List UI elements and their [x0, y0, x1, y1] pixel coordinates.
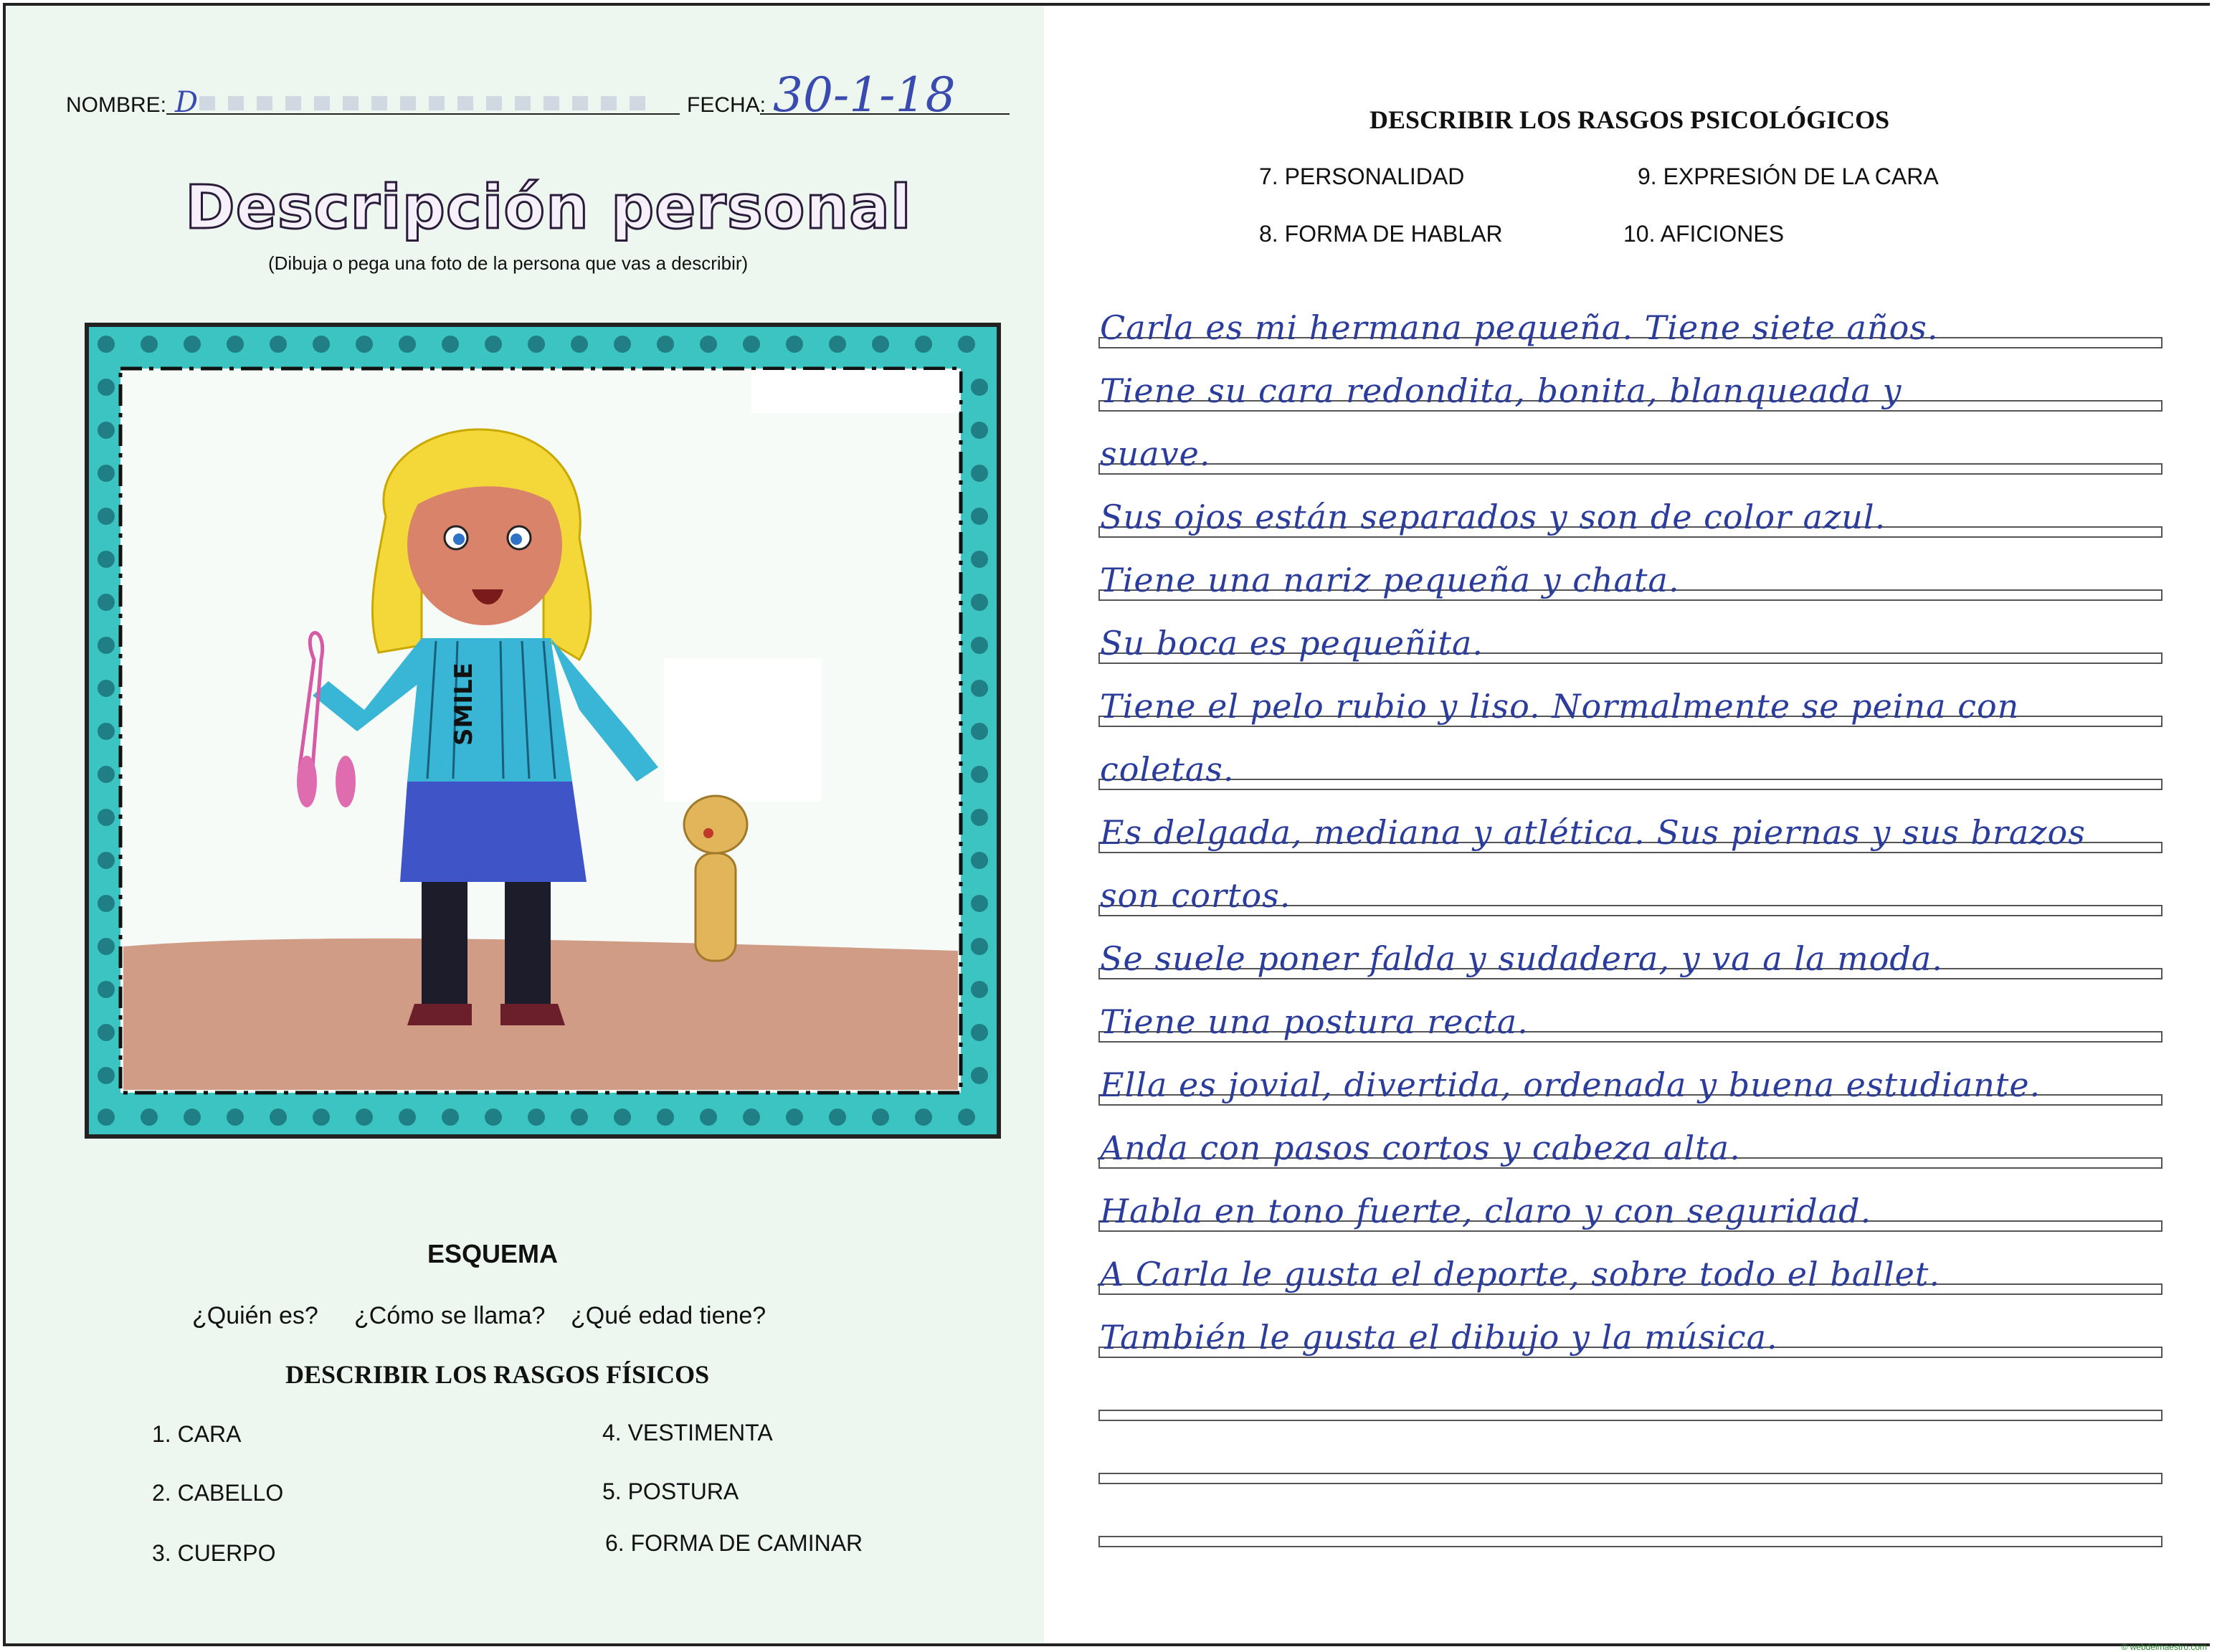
handwritten-line-17: También le gusta el dibujo y la música.: [1100, 1318, 1778, 1357]
handwritten-line-9: Es delgada, mediana y atlética. Sus piernas y sus brazos: [1100, 813, 2086, 852]
redacted-name: [199, 96, 658, 110]
handwritten-line-4: Sus ojos están separados y son de color azul.: [1100, 498, 1886, 536]
handwritten-line-5: Tiene una nariz pequeña y chata.: [1100, 561, 1680, 599]
writing-line: [1098, 1536, 2163, 1547]
handwritten-line-3: suave.: [1100, 435, 1211, 473]
page-subtitle: (Dibuja o pega una foto de la persona que vas a describir): [268, 252, 749, 274]
question-2: ¿Cómo se llama?: [354, 1302, 546, 1329]
handwritten-line-10: son cortos.: [1100, 876, 1291, 915]
psych-item-7: 7. PERSONALIDAD: [1259, 163, 1465, 189]
fecha-label: FECHA:: [687, 93, 766, 117]
physical-item-4: 4. VESTIMENTA: [602, 1420, 773, 1446]
writing-line: [1098, 1473, 2163, 1484]
physical-item-6: 6. FORMA DE CAMINAR: [605, 1530, 863, 1556]
writing-line: [1098, 463, 2163, 475]
question-3: ¿Qué edad tiene?: [571, 1302, 766, 1329]
left-page: [6, 6, 1044, 1643]
question-1: ¿Quién es?: [192, 1302, 318, 1329]
handwritten-line-11: Se suele poner falda y sudadera, y va a la moda.: [1100, 939, 1943, 978]
handwritten-line-8: coletas.: [1100, 750, 1235, 789]
nombre-value: D: [175, 86, 199, 119]
psych-traits-title: DESCRIBIR LOS RASGOS PSICOLÓGICOS: [1369, 105, 1890, 134]
handwritten-line-2: Tiene su cara redondita, bonita, blanqueada y: [1100, 371, 1902, 410]
psych-item-9: 9. EXPRESIÓN DE LA CARA: [1638, 163, 1939, 189]
physical-traits-title: DESCRIBIR LOS RASGOS FÍSICOS: [285, 1360, 710, 1389]
footer-credit: © webdelmaestro.com: [2121, 1642, 2207, 1652]
handwritten-line-16: A Carla le gusta el deporte, sobre todo el ballet.: [1100, 1255, 1940, 1293]
psych-item-10: 10. AFICIONES: [1623, 221, 1785, 247]
physical-item-5: 5. POSTURA: [602, 1478, 739, 1504]
schema-title: ESQUEMA: [427, 1239, 559, 1268]
handwritten-line-6: Su boca es pequeñita.: [1100, 624, 1483, 663]
handwritten-line-14: Anda con pasos cortos y cabeza alta.: [1100, 1129, 1741, 1167]
writing-line: [1098, 1410, 2163, 1421]
writing-line: [1098, 779, 2163, 790]
handwritten-line-13: Ella es jovial, divertida, ordenada y buena estudiante.: [1100, 1065, 2041, 1104]
fecha-value: 30-1-18: [773, 67, 956, 123]
nombre-underline: [166, 113, 680, 115]
shirt-text: SMILE: [450, 663, 478, 746]
handwritten-line-1: Carla es mi hermana pequeña. Tiene siete años.: [1100, 308, 1939, 347]
physical-item-1: 1. CARA: [152, 1421, 242, 1447]
physical-item-2: 2. CABELLO: [152, 1480, 284, 1506]
handwritten-line-15: Habla en tono fuerte, claro y con seguridad.: [1100, 1192, 1872, 1230]
handwritten-line-7: Tiene el pelo rubio y liso. Normalmente se peina con: [1100, 687, 2020, 726]
physical-item-3: 3. CUERPO: [152, 1540, 276, 1566]
psych-item-8: 8. FORMA DE HABLAR: [1259, 221, 1503, 247]
nombre-label: NOMBRE:: [66, 93, 167, 117]
child-drawing: [85, 323, 1001, 1139]
handwritten-line-12: Tiene una postura recta.: [1100, 1002, 1529, 1041]
page-title: Descripción personal: [185, 172, 912, 242]
